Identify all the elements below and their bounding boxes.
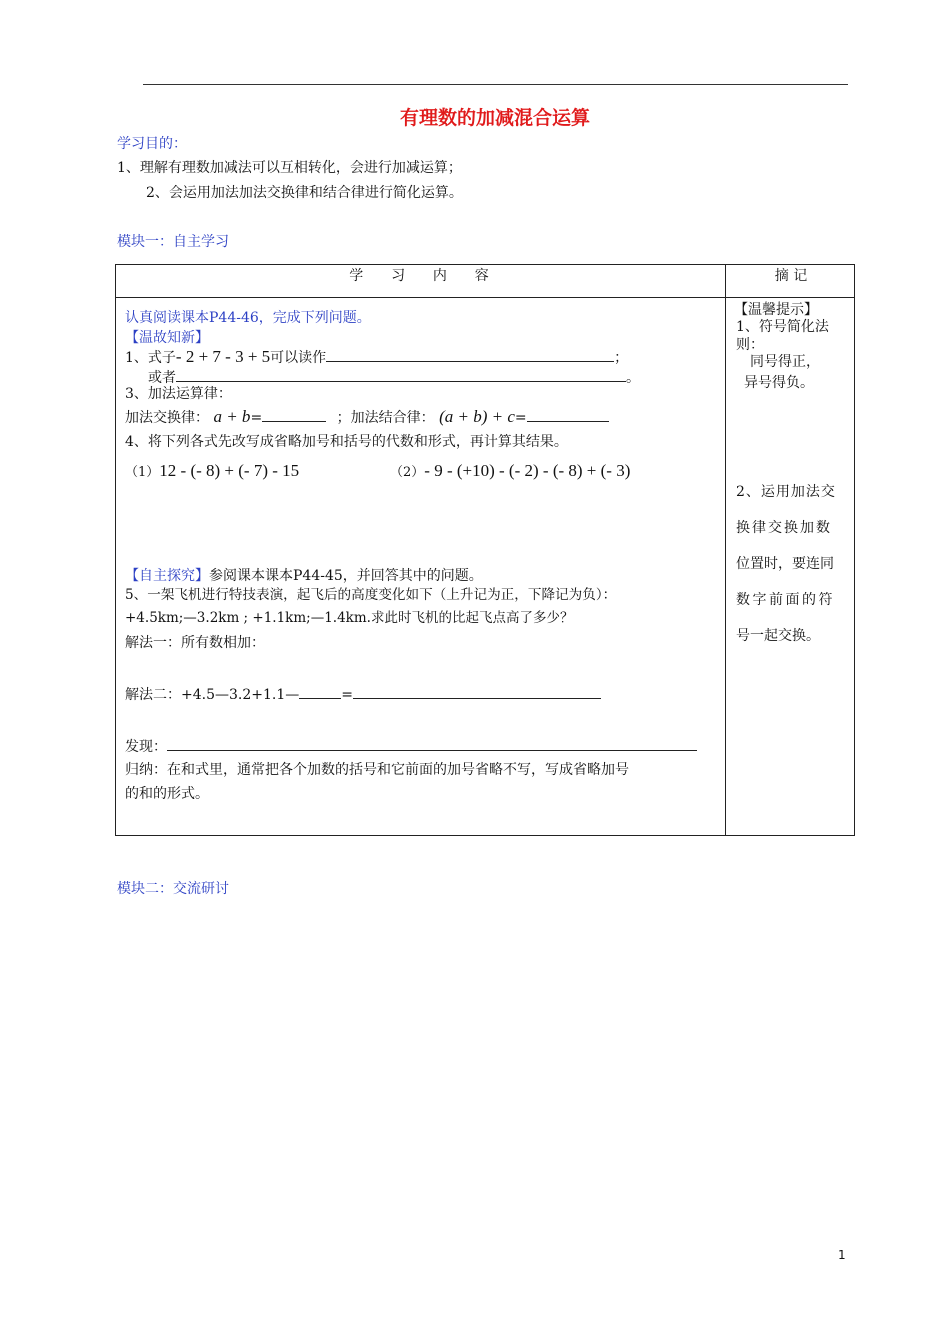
problem-2 [390,459,630,485]
answer-line [299,683,341,699]
commutative-expression: a + b [213,407,251,426]
tip-1-line-1: 1、符号简化法 [736,319,829,335]
laws-separator: ； [336,410,351,426]
goals-heading: 学习目的： [117,136,187,152]
method-2-eq: = [341,687,353,703]
associative-expression: (a + b) + c [439,407,515,426]
module-2-heading: 模块二：交流研讨 [117,881,229,897]
problem-1-label: （1） [125,465,160,480]
q1-or-end: 。 [626,370,640,386]
module-1-heading: 模块一：自主学习 [117,234,229,250]
answer-line [176,366,626,382]
tip-tag: 【温馨提示】 [734,302,818,318]
problem-2-expression: - 9 - (+10) - (- 2) - (- 8) + (- 3) [424,461,631,480]
tip-2-line-2: 换律交换加数 [736,520,832,536]
header-study-content: 学 习 内 容 [349,268,491,284]
associative-eq: = [514,410,527,426]
tip-2-line-5: 号一起交换。 [736,628,820,644]
q1-or-label: 或者 [148,370,176,386]
goal-2: 2、会运用加法加法交换律和结合律进行简化运算。 [146,185,463,201]
q1-end: ； [614,350,629,366]
header-rule [143,84,848,85]
question-4: 4、将下列各式先改写成省略加号和括号的代数和形式，再计算其结果。 [125,434,568,450]
tip-1-line-3: 同号得正， [750,354,820,370]
q1-prefix: 1、式子 [125,350,176,366]
question-1 [125,346,628,368]
question-5: 5、一架飞机进行特技表演，起飞后的高度变化如下（上升记为正，下降记为负）： [125,587,617,603]
commutative-label: 加法交换律： [125,410,209,426]
tip-2-line-3: 位置时，要连同 [736,556,834,572]
answer-line [326,346,614,362]
problem-1 [125,459,299,485]
method-1: 解法一：所有数相加： [125,635,265,651]
discovery-label: 发现： [125,739,167,755]
reading-instruction: 认真阅读课本P44-46，完成下列问题。 [125,310,371,326]
problem-1-expression: 12 - (- 8) + (- 7) - 15 [159,461,300,480]
tip-2-line-1: 2、运用加法交 [736,484,836,500]
q1-expression: - 2 + 7 - 3 + 5 [175,347,271,366]
tip-1-line-4: 异号得负。 [744,375,814,391]
discovery [125,735,697,757]
answer-line [167,735,697,751]
summary-line-2: 的和的形式。 [125,786,209,802]
table-column-divider [725,264,726,836]
problem-2-label: （2） [390,465,425,480]
answer-line [527,406,609,422]
tip-2 [736,474,836,654]
associative-label: 加法结合律： [350,410,435,426]
header-notes: 摘 记 [774,268,808,284]
summary-line-1: 归纳：在和式里，通常把各个加数的括号和它前面的加号省略不写，写成省略加号 [125,762,629,778]
addition-laws [125,404,609,431]
explore-text: 参阅课本课本P44-45，并回答其中的问题。 [209,568,483,584]
commutative-eq: = [250,410,263,426]
q1-suffix: 可以读作 [270,350,327,366]
method-2 [125,683,601,705]
answer-line [262,406,326,422]
goal-1: 1、理解有理数加减法可以互相转化，会进行加减运算； [117,160,462,176]
method-2-prefix: 解法二：+4.5—3.2+1.1— [125,687,300,703]
page-number: 1 [838,1248,846,1262]
question-3: 3、加法运算律： [125,386,232,402]
review-tag: 【温故知新】 [125,330,209,346]
tip-2-line-4: 数字前面的符 [736,592,835,608]
question-5-data: +4.5km;—3.2km ; +1.1km;—1.4km.求此时飞机的比起飞点高了多少？ [125,610,574,626]
explore-section [125,566,483,586]
explore-tag: 【自主探究】 [125,568,209,584]
tip-1 [736,317,829,394]
answer-line [353,683,601,699]
tip-1-line-2: 则： [736,337,764,353]
table-header-divider [115,297,855,298]
page-title: 有理数的加减混合运算 [399,107,590,129]
